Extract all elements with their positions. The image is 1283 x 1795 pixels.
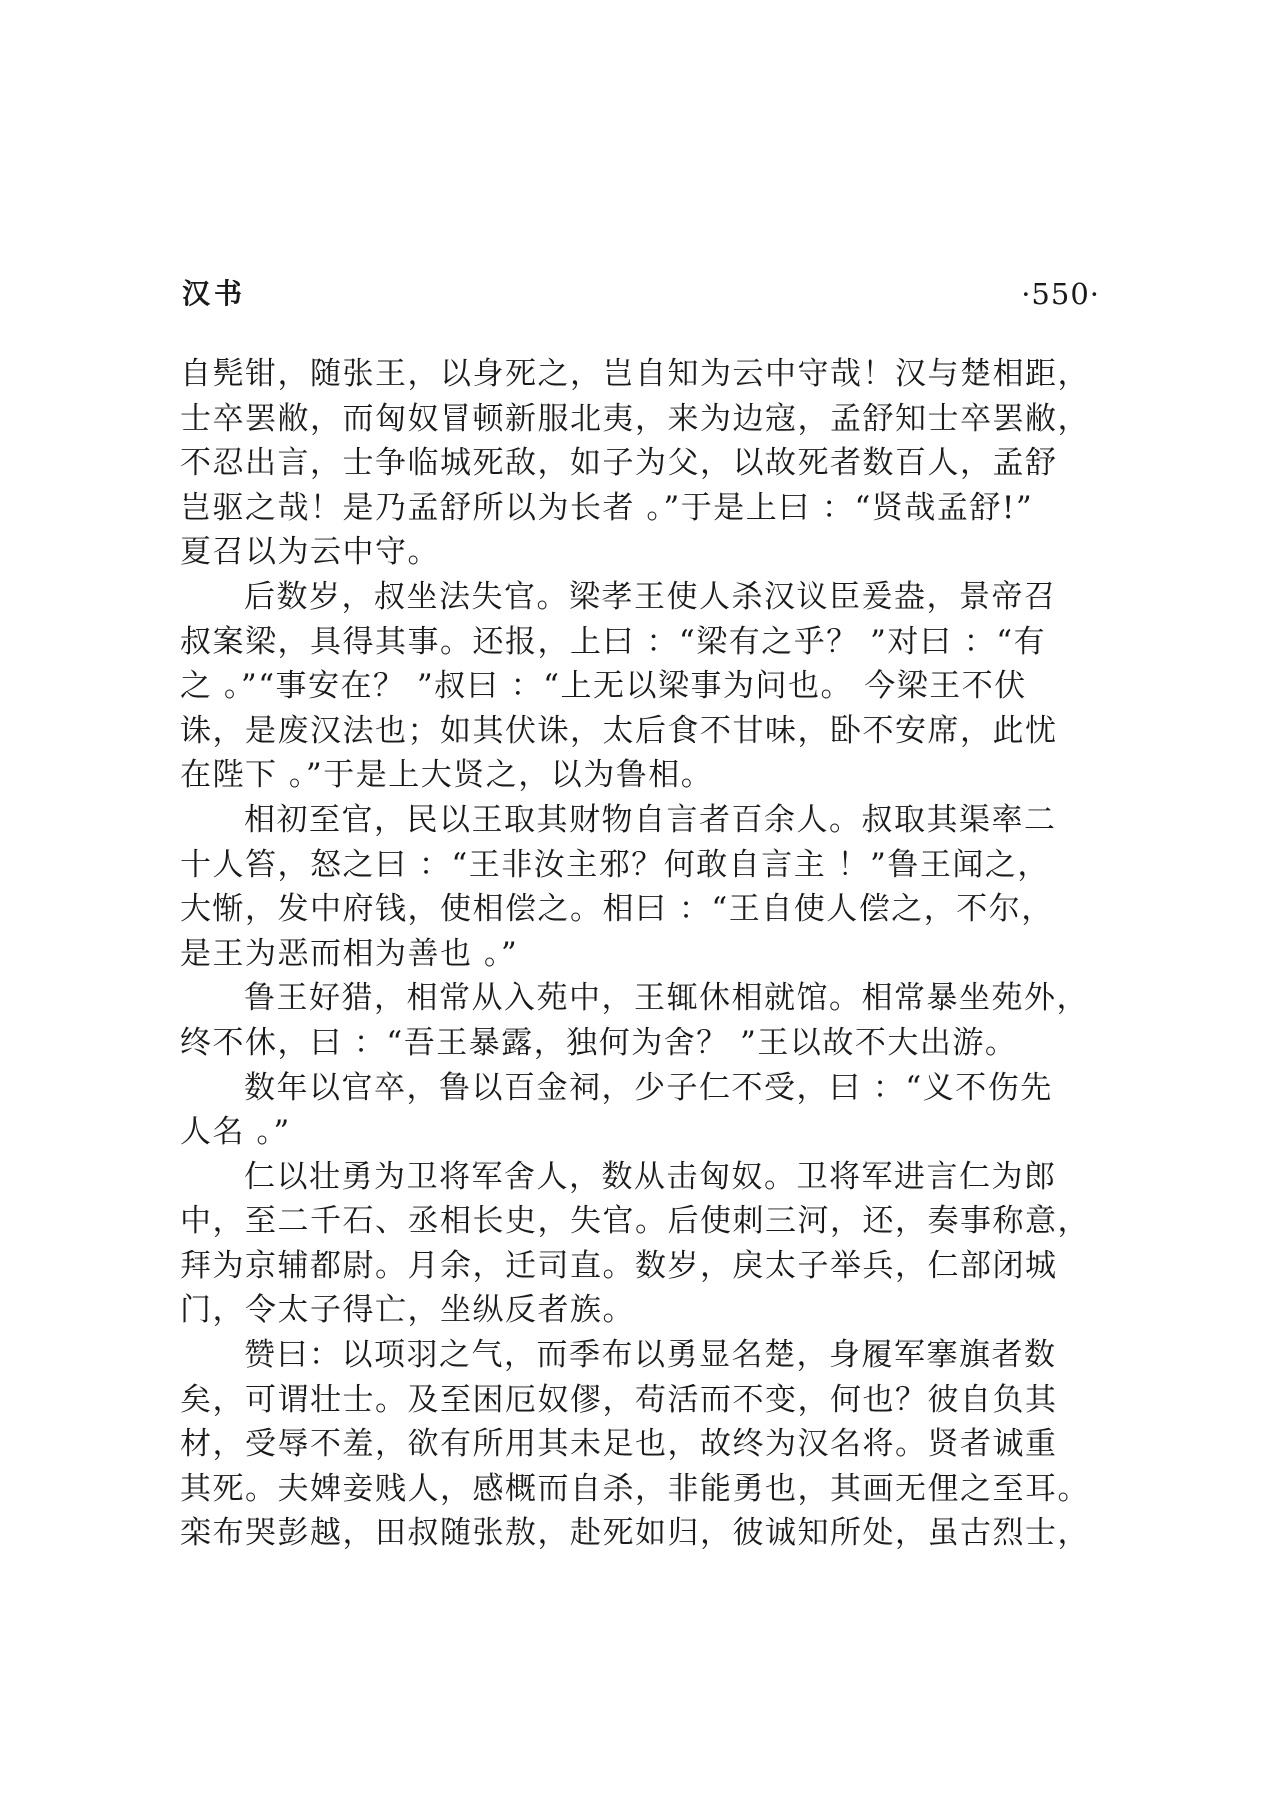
text-line: 十人笞，怒之曰 ：“王非汝主邪？何敢自言主 ！”鲁王闻之， (180, 846, 1050, 883)
page-number: ·550· (1021, 277, 1100, 311)
text-line: 后数岁，叔坐法失官。梁孝王使人杀汉议臣爰盎，景帝召 (244, 578, 1057, 615)
text-line: 仁以壮勇为卫将军舍人，数从击匈奴。卫将军进言仁为郎 (244, 1158, 1057, 1195)
page-header (182, 270, 1100, 318)
text-line: 诛，是废汉法也；如其伏诛，太后食不甘味，卧不安席，此忧 (180, 712, 1058, 749)
text-line: 夏召以为云中守。 (180, 534, 440, 571)
text-line: 矣，可谓壮士。及至困厄奴僇，苟活而不变，何也？彼自负其 (180, 1381, 1058, 1418)
text-line: 叔案梁，具得其事。还报，上曰 ：“梁有之乎？ ”对曰 ：“有 (180, 623, 1047, 660)
text-line: 数年以官卒，鲁以百金祠，少子仁不受，曰 ：“义不伤先 (244, 1069, 1053, 1106)
text-line: 中，至二千石、丞相长史，失官。后使刺三河，还，奏事称意， (180, 1203, 1090, 1240)
text-line: 不忍出言，士争临城死敌，如子为父，以故死者数百人，孟舒 (180, 445, 1058, 482)
text-line: 士卒罢敝，而匈奴冒顿新服北夷，来为边寇，孟舒知士卒罢敝， (180, 400, 1090, 437)
text-line: 大惭，发中府钱，使相偿之。相曰 ：“王自使人偿之，不尔， (180, 891, 1054, 928)
text-line: 是王为恶而相为善也 。” (180, 935, 519, 972)
text-line: 人名 。” (180, 1114, 291, 1151)
text-line: 终不休，曰 ：“吾王暴露，独何为舍？ ”王以故不大出游。 (180, 1024, 1018, 1061)
text-line: 自髡钳，随张王，以身死之，岂自知为云中守哉！汉与楚相距， (180, 356, 1090, 392)
text-line: 相初至官，民以王取其财物自言者百余人。叔取其渠率二 (244, 801, 1057, 838)
text-line: 在陛下 。”于是上大贤之，以为鲁相。 (180, 757, 714, 794)
text-line: 岂驱之哉！是乃孟舒所以为长者 。”于是上曰 ：“贤哉孟舒!” (180, 489, 1034, 526)
running-title: 汉书 (182, 277, 247, 310)
text-line: 赞曰：以项羽之气，而季布以勇显名楚，身履军搴旗者数 (244, 1337, 1057, 1374)
text-line: 材，受辱不羞，欲有所用其未足也，故终为汉名将。贤者诚重 (180, 1426, 1058, 1463)
text-line: 拜为京辅都尉。月余，迁司直。数岁，戾太子举兵，仁部闭城 (180, 1247, 1058, 1284)
body-text (180, 352, 1100, 1556)
text-line: 之 。”“事安在？ ”叔曰 ：“上无以梁事为问也。 今梁王不伏 (180, 668, 1027, 705)
text-line: 栾布哭彭越，田叔随张敖，赴死如归，彼诚知所处，虽古烈士， (180, 1515, 1090, 1552)
text-line: 鲁王好猎，相常从入苑中，王辄休相就馆。相常暴坐苑外， (244, 980, 1089, 1017)
text-line: 其死。夫婢妾贱人，感概而自杀，非能勇也，其画无俚之至耳。 (180, 1470, 1090, 1507)
text-line: 门，令太子得亡，坐纵反者族。 (180, 1292, 635, 1329)
